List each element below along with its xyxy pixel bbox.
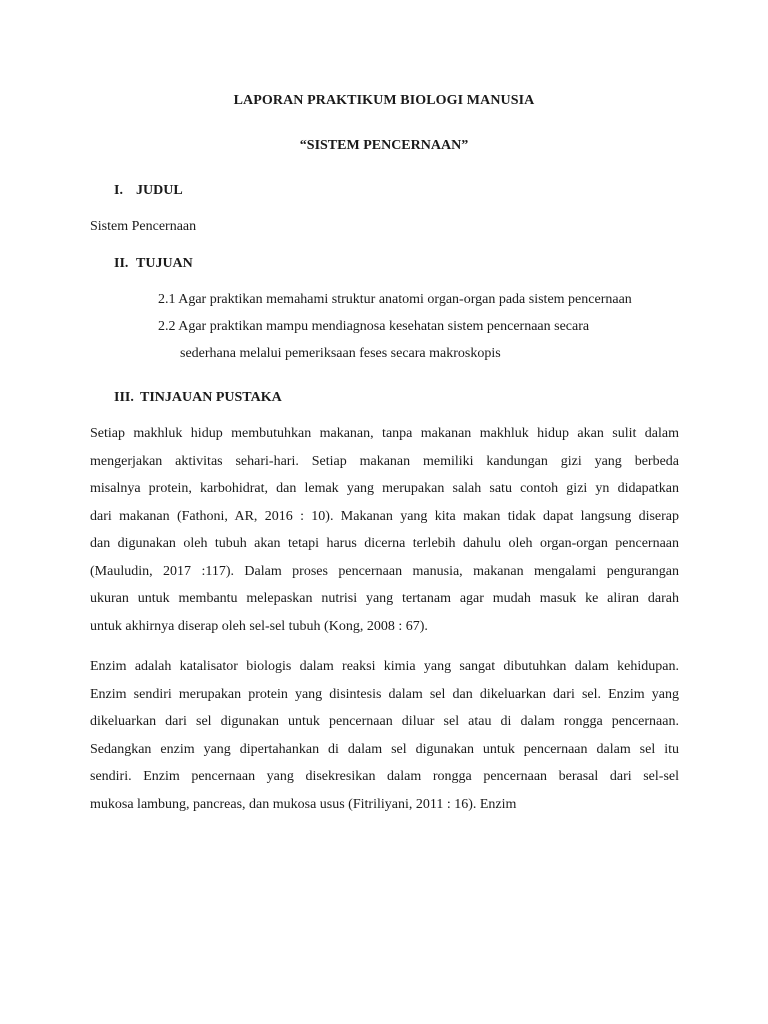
section-heading-tinjauan bbox=[114, 390, 282, 406]
paragraph-line: mukosa lambung, pancreas, dan mukosa usus (Fitriliyani, 2011 : 16). Enzim bbox=[90, 796, 517, 812]
section-title: TINJAUAN PUSTAKA bbox=[140, 390, 282, 405]
tujuan-item-1: 2.1 Agar praktikan memahami struktur anatomi organ-organ pada sistem pencernaan bbox=[158, 292, 632, 307]
tinjauan-paragraph-1 bbox=[90, 423, 679, 643]
tujuan-item-2-continuation: sederhana melalui pemeriksaan feses secara makroskopis bbox=[180, 346, 501, 361]
paragraph-line: ukuran untuk membantu melepaskan nutrisi yang tertanam agar mudah masuk ke aliran darah bbox=[90, 591, 679, 606]
paragraph-line: dari makanan (Fathoni, AR, 2016 : 10). Makanan yang kita makan tidak dapat langsung diserap bbox=[90, 508, 679, 524]
section-title: JUDUL bbox=[136, 183, 183, 198]
section-number: I. bbox=[114, 183, 123, 198]
paragraph-line: Setiap makhluk hidup membutuhkan makanan, tanpa makanan makhluk hidup akan sulit dalam bbox=[90, 426, 679, 441]
paragraph-line: Enzim adalah katalisator biologis dalam reaksi kimia yang sangat dibutuhkan dalam kehidupan. bbox=[90, 659, 679, 674]
document-subtitle: “SISTEM PENCERNAAN” bbox=[299, 138, 469, 153]
section-heading-tujuan bbox=[114, 256, 193, 272]
judul-text: Sistem Pencernaan bbox=[90, 219, 197, 234]
tinjauan-paragraph-2 bbox=[90, 656, 679, 821]
paragraph-line: mengerjakan aktivitas sehari-hari. Setiap makanan memiliki kandungan gizi yang berbeda bbox=[90, 453, 679, 469]
tujuan-item-2: 2.2 Agar praktikan mampu mendiagnosa kesehatan sistem pencernaan secara bbox=[158, 319, 590, 334]
section-number: II. bbox=[114, 256, 129, 271]
paragraph-line: misalnya protein, karbohidrat, dan lemak yang merupakan salah satu contoh gizi yn didapatkan bbox=[90, 481, 679, 496]
paragraph-line: (Mauludin, 2017 :117). Dalam proses pencernaan manusia, makanan mengalami pengurangan bbox=[90, 563, 679, 579]
paragraph-line: dan digunakan oleh tubuh akan tetapi harus dicerna terlebih dahulu oleh organ-organ pencernaan bbox=[90, 536, 679, 551]
paragraph-line: sendiri. Enzim pencernaan yang disekresikan dalam rongga pencernaan berasal dari sel-sel bbox=[90, 769, 679, 784]
section-heading-judul bbox=[114, 183, 183, 199]
paragraph-line: Sedangkan enzim yang dipertahankan di dalam sel digunakan untuk pencernaan dalam sel itu bbox=[90, 741, 679, 757]
paragraph-line: untuk akhirnya diserap oleh sel-sel tubuh (Kong, 2008 : 67). bbox=[90, 618, 428, 634]
paragraph-line: Enzim sendiri merupakan protein yang disintesis dalam sel dan dikeluarkan dari sel. Enzim yang bbox=[90, 686, 679, 702]
document-title: LAPORAN PRAKTIKUM BIOLOGI MANUSIA bbox=[233, 93, 535, 108]
section-number: III. bbox=[114, 390, 134, 405]
paragraph-line: dikeluarkan dari sel digunakan untuk pencernaan diluar sel atau di dalam rongga pencernaan. bbox=[90, 714, 679, 729]
section-title: TUJUAN bbox=[136, 256, 193, 271]
